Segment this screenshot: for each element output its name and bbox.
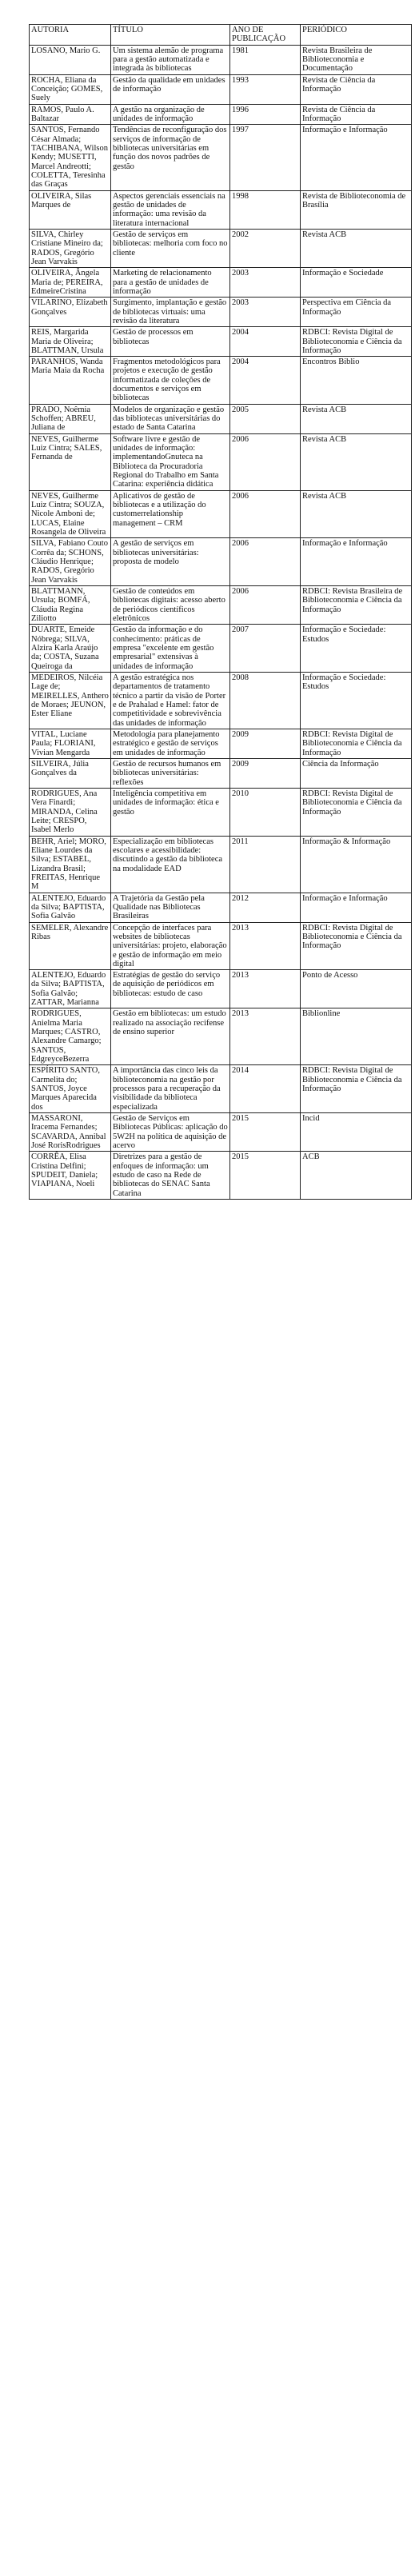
cell-year: 1981 (230, 45, 301, 74)
cell-journal: ACB (301, 1152, 412, 1200)
table-row (30, 538, 412, 586)
publications-table (29, 24, 412, 1200)
cell-year: 2013 (230, 970, 301, 1008)
cell-year: 1996 (230, 104, 301, 125)
cell-year: 2009 (230, 729, 301, 758)
cell-year: 2014 (230, 1065, 301, 1113)
table-row (30, 1065, 412, 1113)
table-row (30, 1113, 412, 1152)
cell-author: SEMELER, Alexandre Ribas (30, 922, 111, 970)
cell-journal: RDBCI: Revista Digital de Biblioteconomia e Ciência da Informação (301, 327, 412, 357)
table-header (30, 25, 412, 46)
header-title: TÍTULO (111, 25, 230, 46)
cell-journal: Informação e Sociedade (301, 268, 412, 298)
cell-year: 2006 (230, 433, 301, 490)
cell-journal: Revista de Ciência da Informação (301, 104, 412, 125)
cell-journal: Ciência da Informação (301, 758, 412, 788)
table-row (30, 104, 412, 125)
cell-year: 2004 (230, 327, 301, 357)
cell-year: 2006 (230, 586, 301, 625)
cell-journal: Informação e Sociedade: Estudos (301, 625, 412, 673)
cell-title: Aspectos gerenciais essenciais na gestão de unidades de informação: uma revisão da literatura internacional (111, 190, 230, 229)
cell-journal: Incid (301, 1113, 412, 1152)
cell-title: Gestão de processos em bibliotecas (111, 327, 230, 357)
cell-author: VITAL, Luciane Paula; FLORIANI, Vivian Mengarda (30, 729, 111, 758)
cell-year: 2013 (230, 1008, 301, 1065)
table-row (30, 672, 412, 729)
cell-title: Metodologia para planejamento estratégico e gestão de serviços em unidades de informação (111, 729, 230, 758)
cell-title: Fragmentos metodológicos para projetos e execução de gestão informatizada de coleções de documentos e serviços em bibliotecas (111, 357, 230, 405)
table-row (30, 788, 412, 836)
cell-journal: Revista ACB (301, 490, 412, 538)
cell-journal: RDBCI: Revista Digital de Biblioteconomia e Ciência da Informação (301, 788, 412, 836)
cell-title: Marketing de relacionamento para a gestão de unidades de informação (111, 268, 230, 298)
header-year: ANO DE PUBLICAÇÃO (230, 25, 301, 46)
cell-title: Gestão de serviços em bibliotecas: melhoria com foco no cliente (111, 229, 230, 267)
cell-author: CORRÊA, Elisa Cristina Delfini; SPUDEIT, Daniela; VIAPIANA, Noeli (30, 1152, 111, 1200)
table-row (30, 970, 412, 1008)
cell-year: 2005 (230, 404, 301, 433)
cell-year: 2008 (230, 672, 301, 729)
cell-author: NEVES, Guilherme Luiz Cintra; SALES, Fernanda de (30, 433, 111, 490)
cell-title: A gestão na organização de unidades de informação (111, 104, 230, 125)
table-row (30, 298, 412, 327)
cell-year: 2009 (230, 758, 301, 788)
table-row (30, 125, 412, 190)
table-body (30, 45, 412, 1199)
cell-journal: Informação e Sociedade: Estudos (301, 672, 412, 729)
cell-journal: Revista de Ciência da Informação (301, 74, 412, 104)
table-row (30, 1008, 412, 1065)
cell-year: 1993 (230, 74, 301, 104)
cell-author: REIS, Margarida Maria de Oliveira; BLATTMAN, Ursula (30, 327, 111, 357)
header-journal: PERIÓDICO (301, 25, 412, 46)
cell-year: 2011 (230, 836, 301, 893)
cell-journal: Revista ACB (301, 433, 412, 490)
table-row (30, 836, 412, 893)
cell-author: ESPÍRITO SANTO, Carmelita do; SANTOS, Joyce Marques Aparecida dos (30, 1065, 111, 1113)
cell-title: A importância das cinco leis da biblioteconomia na gestão por processos para a recuperação da visibilidade da biblioteca especializada (111, 1065, 230, 1113)
cell-title: Gestão da qualidade em unidades de informação (111, 74, 230, 104)
cell-journal: Revista Brasileira de Biblioteconomia e Documentação (301, 45, 412, 74)
cell-journal: RDBCI: Revista Brasileira de Biblioteconomia e Ciência da Informação (301, 586, 412, 625)
cell-journal: RDBCI: Revista Digital de Biblioteconomia e Ciência da Informação (301, 1065, 412, 1113)
cell-year: 2002 (230, 229, 301, 267)
cell-author: DUARTE, Emeide Nóbrega; SILVA, Alzira Karla Araújo da; COSTA, Suzana Queiroga da (30, 625, 111, 673)
cell-author: ROCHA, Eliana da Conceição; GOMES, Suely (30, 74, 111, 104)
table-row (30, 1152, 412, 1200)
cell-journal: Informação & Informação (301, 836, 412, 893)
cell-author: VILARINO, Elizabeth Gonçalves (30, 298, 111, 327)
table-row (30, 922, 412, 970)
cell-title: Um sistema alemão de programa para a gestão automatizada e integrada às bibliotecas (111, 45, 230, 74)
cell-year: 2006 (230, 538, 301, 586)
cell-journal: Informação e Informação (301, 538, 412, 586)
table-row (30, 327, 412, 357)
cell-title: Estratégias de gestão do serviço de aquisição de periódicos em bibliotecas: estudo de caso (111, 970, 230, 1008)
cell-year: 2010 (230, 788, 301, 836)
cell-journal: Revista ACB (301, 229, 412, 267)
table-row (30, 758, 412, 788)
cell-author: RAMOS, Paulo A. Baltazar (30, 104, 111, 125)
cell-journal: Encontros Biblio (301, 357, 412, 405)
cell-author: OLIVEIRA, Silas Marques de (30, 190, 111, 229)
table-row (30, 229, 412, 267)
table-row (30, 625, 412, 673)
cell-title: Concepção de interfaces para websites de bibliotecas universitárias: projeto, elaboração e gestão de informação em meio digital (111, 922, 230, 970)
cell-author: MASSARONI, Iracema Fernandes; SCAVARDA, Annibal José RorisRodrigues (30, 1113, 111, 1152)
cell-title: Gestão de recursos humanos em bibliotecas universitárias: reflexões (111, 758, 230, 788)
table-row (30, 74, 412, 104)
table-row (30, 45, 412, 74)
cell-journal: Revista de Biblioteconomia de Brasília (301, 190, 412, 229)
header-row (30, 25, 412, 46)
table-row (30, 490, 412, 538)
cell-author: SILVA, Fabiano Couto Corrêa da; SCHONS, Cláudio Henrique; RADOS, Gregório Jean Varvakis (30, 538, 111, 586)
cell-journal: Informação e Informação (301, 125, 412, 190)
cell-title: Gestão de conteúdos em bibliotecas digitais: acesso aberto de periódicos científicos eletrônicos (111, 586, 230, 625)
cell-title: Tendências de reconfiguração dos serviços de informação de bibliotecas universitárias em função dos novos padrões de gestão (111, 125, 230, 190)
table-row (30, 190, 412, 229)
cell-author: OLIVEIRA, Ângela Maria de; PEREIRA, EdmeireCristina (30, 268, 111, 298)
cell-journal: Perspectiva em Ciência da Informação (301, 298, 412, 327)
cell-journal: Informação e Informação (301, 893, 412, 922)
cell-title: A gestão estratégica nos departamentos de tratamento técnico a partir da visão de Porter e de Prahalad e Hamel: fator de competitividade e sobrevivência das unidades de informação (111, 672, 230, 729)
cell-author: ALENTEJO, Eduardo da Silva; BAPTISTA, Sofia Galvão; ZATTAR, Marianna (30, 970, 111, 1008)
table-row (30, 357, 412, 405)
table-row (30, 268, 412, 298)
cell-journal: RDBCI: Revista Digital de Biblioteconomia e Ciência da Informação (301, 922, 412, 970)
cell-author: BEHR, Ariel; MORO, Eliane Lourdes da Silva; ESTABEL, Lizandra Brasil; FREITAS, Henrique M (30, 836, 111, 893)
table-row (30, 433, 412, 490)
cell-title: A Trajetória da Gestão pela Qualidade nas Bibliotecas Brasileiras (111, 893, 230, 922)
cell-year: 2006 (230, 490, 301, 538)
cell-author: SILVA, Chirley Cristiane Mineiro da; RADOS, Gregório Jean Varvakis (30, 229, 111, 267)
cell-year: 1997 (230, 125, 301, 190)
cell-journal: Revista ACB (301, 404, 412, 433)
cell-title: Diretrizes para a gestão de enfoques de informação: um estudo de caso na Rede de bibliotecas do SENAC Santa Catarina (111, 1152, 230, 1200)
cell-journal: Biblionline (301, 1008, 412, 1065)
cell-year: 2012 (230, 893, 301, 922)
cell-author: BLATTMANN, Ursula; BOMFÁ, Cláudia Regina Ziliotto (30, 586, 111, 625)
cell-author: RODRIGUES, Anielma Maria Marques; CASTRO, Alexandre Camargo; SANTOS, EdgreyceBezerra (30, 1008, 111, 1065)
cell-author: ALENTEJO, Eduardo da Silva; BAPTISTA, Sofia Galvão (30, 893, 111, 922)
cell-year: 1998 (230, 190, 301, 229)
cell-title: Gestão de Serviços em Bibliotecas Públicas: aplicação do 5W2H na política de aquisição de acervo (111, 1113, 230, 1152)
cell-title: A gestão de serviços em bibliotecas universitárias: proposta de modelo (111, 538, 230, 586)
cell-year: 2007 (230, 625, 301, 673)
cell-year: 2003 (230, 298, 301, 327)
cell-author: RODRIGUES, Ana Vera Finardi; MIRANDA, Celina Leite; CRESPO, Isabel Merlo (30, 788, 111, 836)
cell-year: 2015 (230, 1152, 301, 1200)
table-row (30, 404, 412, 433)
cell-author: SANTOS, Fernando César Almada; TACHIBANA, Wilson Kendy; MUSETTI, Marcel Andreotti; COLETTA, Teresinha das Graças (30, 125, 111, 190)
cell-author: NEVES, Guilherme Luiz Cintra; SOUZA, Nicole Amboni de; LUCAS, Elaine Rosangela de Oliveira (30, 490, 111, 538)
cell-year: 2004 (230, 357, 301, 405)
cell-journal: Ponto de Acesso (301, 970, 412, 1008)
cell-year: 2003 (230, 268, 301, 298)
cell-author: MEDEIROS, Nilcéia Lage de; MEIRELLES, Anthero de Moraes; JEUNON, Ester Eliane (30, 672, 111, 729)
cell-title: Especialização em bibliotecas escolares e acessibilidade: discutindo a gestão da biblioteca na modalidade EAD (111, 836, 230, 893)
table-row (30, 586, 412, 625)
cell-title: Software livre e gestão de unidades de informação: implementandoGnuteca na Biblioteca da Procuradoria Regional do Trabalho em Santa Catarina: experiência didática (111, 433, 230, 490)
cell-title: Gestão em bibliotecas: um estudo realizado na associação recifense de ensino superior (111, 1008, 230, 1065)
cell-title: Aplicativos de gestão de bibliotecas e a utilização do customerrelationship management – CRM (111, 490, 230, 538)
cell-year: 2013 (230, 922, 301, 970)
cell-title: Gestão da informação e do conhecimento: práticas de empresa "excelente em gestão empresarial" extensivas à unidades de informação (111, 625, 230, 673)
table-row (30, 893, 412, 922)
header-author: AUTORIA (30, 25, 111, 46)
cell-author: LOSANO, Mario G. (30, 45, 111, 74)
cell-title: Modelos de organização e gestão das bibliotecas universitárias do estado de Santa Catarina (111, 404, 230, 433)
cell-journal: RDBCI: Revista Digital de Biblioteconomia e Ciência da Informação (301, 729, 412, 758)
table-row (30, 729, 412, 758)
cell-author: PARANHOS, Wanda Maria Maia da Rocha (30, 357, 111, 405)
cell-title: Surgimento, implantação e gestão de bibliotecas virtuais: uma revisão da literatura (111, 298, 230, 327)
cell-author: PRADO, Noêmia Schoffen; ABREU, Juliana de (30, 404, 111, 433)
cell-author: SILVEIRA, Júlia Gonçalves da (30, 758, 111, 788)
cell-title: Inteligência competitiva em unidades de informação: ética e gestão (111, 788, 230, 836)
cell-year: 2015 (230, 1113, 301, 1152)
